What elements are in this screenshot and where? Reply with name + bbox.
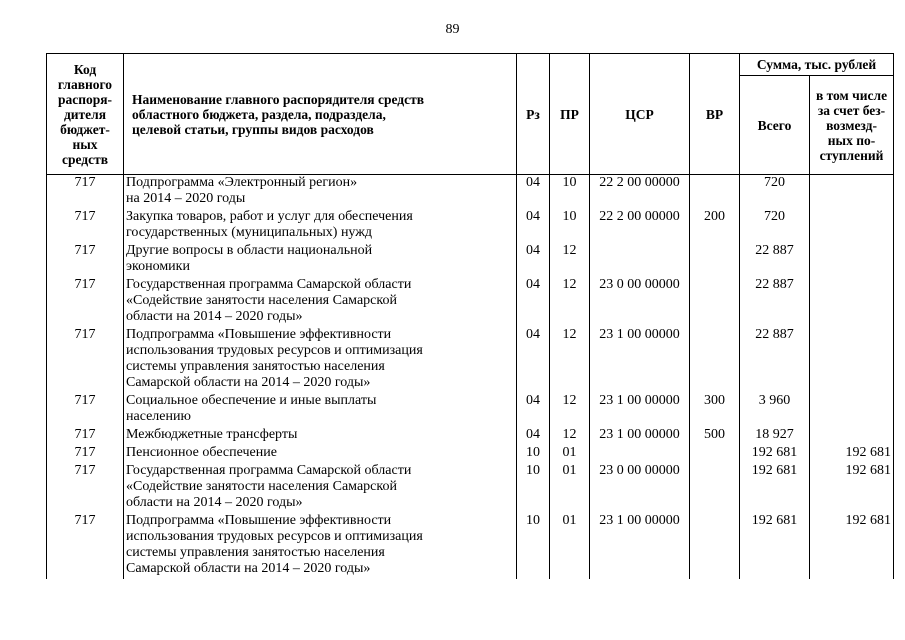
cell-vr: 500 xyxy=(690,427,740,445)
cell-free: 192 681 xyxy=(810,445,894,463)
cell-vr: 300 xyxy=(690,393,740,427)
cell-name xyxy=(124,175,517,210)
cell-name xyxy=(124,277,517,327)
header-name-lines xyxy=(132,92,514,137)
cell-free xyxy=(810,243,894,277)
header-line: возмезд- xyxy=(826,117,877,133)
header-code xyxy=(47,54,124,175)
cell-name xyxy=(124,327,517,393)
cell-code: 717 xyxy=(47,327,124,393)
table-row xyxy=(47,445,894,463)
cell-name-line: Самарской области на 2014 – 2020 годы» xyxy=(126,375,371,390)
table-row xyxy=(47,243,894,277)
cell-vr xyxy=(690,277,740,327)
cell-free xyxy=(810,327,894,393)
cell-name-line: «Содействие занятости населения Самарской xyxy=(126,479,397,494)
cell-name xyxy=(124,463,517,513)
cell-name-line: Закупка товаров, работ и услуг для обеспечения xyxy=(126,209,413,224)
budget-table xyxy=(46,53,894,579)
table-row xyxy=(47,427,894,445)
table-row xyxy=(47,209,894,243)
cell-rz: 04 xyxy=(517,243,550,277)
cell-csr: 22 2 00 00000 xyxy=(590,209,690,243)
header-line: дителя xyxy=(63,106,107,122)
cell-csr: 23 1 00 00000 xyxy=(590,513,690,579)
header-line: главного xyxy=(57,76,113,92)
cell-pr: 01 xyxy=(550,513,590,579)
cell-pr: 12 xyxy=(550,327,590,393)
cell-name xyxy=(124,243,517,277)
cell-name xyxy=(124,513,517,579)
cell-pr: 12 xyxy=(550,277,590,327)
cell-code: 717 xyxy=(47,513,124,579)
cell-rz: 04 xyxy=(517,427,550,445)
cell-code: 717 xyxy=(47,175,124,210)
cell-free xyxy=(810,277,894,327)
cell-csr: 23 0 00 00000 xyxy=(590,277,690,327)
cell-name-line: Государственная программа Самарской области xyxy=(126,463,412,478)
cell-csr: 23 1 00 00000 xyxy=(590,327,690,393)
header-line: ступлений xyxy=(819,147,884,163)
cell-code: 717 xyxy=(47,445,124,463)
header-line: в том числе xyxy=(815,87,888,103)
header-line: средств xyxy=(61,151,109,167)
cell-rz: 10 xyxy=(517,445,550,463)
table-row xyxy=(47,277,894,327)
cell-total: 3 960 xyxy=(740,393,810,427)
cell-name-line: Пенсионное обеспечение xyxy=(126,445,277,460)
cell-name-line: системы управления занятостью населения xyxy=(126,545,385,560)
cell-free xyxy=(810,175,894,210)
cell-rz: 10 xyxy=(517,513,550,579)
cell-pr: 01 xyxy=(550,463,590,513)
cell-name-line: Подпрограмма «Повышение эффективности xyxy=(126,513,392,528)
cell-code: 717 xyxy=(47,209,124,243)
cell-free xyxy=(810,209,894,243)
cell-free xyxy=(810,427,894,445)
header-csr: ЦСР xyxy=(590,54,690,175)
header-rz: Рз xyxy=(517,54,550,175)
cell-name-line: области на 2014 – 2020 годы» xyxy=(126,309,303,324)
cell-code: 717 xyxy=(47,463,124,513)
cell-name-line: Межбюджетные трансферты xyxy=(126,427,298,442)
table-row xyxy=(47,175,894,210)
cell-total: 192 681 xyxy=(740,513,810,579)
cell-csr: 23 1 00 00000 xyxy=(590,393,690,427)
header-line: распоря- xyxy=(57,91,113,107)
cell-total: 22 887 xyxy=(740,243,810,277)
cell-csr: 23 1 00 00000 xyxy=(590,427,690,445)
header-free xyxy=(810,76,894,175)
header-pr: ПР xyxy=(550,54,590,175)
cell-name xyxy=(124,445,517,463)
cell-vr: 200 xyxy=(690,209,740,243)
cell-vr xyxy=(690,243,740,277)
cell-name-line: области на 2014 – 2020 годы» xyxy=(126,495,303,510)
cell-csr: 22 2 00 00000 xyxy=(590,175,690,210)
cell-total: 720 xyxy=(740,209,810,243)
cell-name xyxy=(124,393,517,427)
cell-vr xyxy=(690,327,740,393)
cell-vr xyxy=(690,513,740,579)
header-line: Код xyxy=(73,61,97,77)
cell-vr xyxy=(690,175,740,210)
cell-total: 720 xyxy=(740,175,810,210)
header-line: за счет без- xyxy=(817,102,886,118)
cell-pr: 10 xyxy=(550,175,590,210)
cell-pr: 12 xyxy=(550,243,590,277)
cell-rz: 10 xyxy=(517,463,550,513)
cell-pr: 01 xyxy=(550,445,590,463)
cell-name-line: использования трудовых ресурсов и оптимизация xyxy=(126,343,423,358)
header-free-lines xyxy=(812,88,891,163)
cell-total: 192 681 xyxy=(740,445,810,463)
page-number: 89 xyxy=(445,22,460,37)
header-vr: ВР xyxy=(690,54,740,175)
cell-rz: 04 xyxy=(517,277,550,327)
cell-name-line: системы управления занятостью населения xyxy=(126,359,385,374)
table-row xyxy=(47,463,894,513)
cell-name-line: Самарской области на 2014 – 2020 годы» xyxy=(126,561,371,576)
header-line: областного бюджета, раздела, подраздела, xyxy=(132,106,386,122)
cell-name-line: Другие вопросы в области национальной xyxy=(126,243,373,258)
cell-csr: 23 0 00 00000 xyxy=(590,463,690,513)
cell-code: 717 xyxy=(47,427,124,445)
header-line: целевой статьи, группы видов расходов xyxy=(132,121,374,137)
cell-rz: 04 xyxy=(517,175,550,210)
cell-csr xyxy=(590,445,690,463)
table-row xyxy=(47,327,894,393)
cell-vr xyxy=(690,445,740,463)
header-line: ных xyxy=(72,136,98,152)
cell-rz: 04 xyxy=(517,209,550,243)
cell-code: 717 xyxy=(47,393,124,427)
cell-name-line: использования трудовых ресурсов и оптимизация xyxy=(126,529,423,544)
cell-total: 192 681 xyxy=(740,463,810,513)
cell-name-line: экономики xyxy=(126,259,190,274)
cell-name xyxy=(124,209,517,243)
cell-csr xyxy=(590,243,690,277)
table-row xyxy=(47,393,894,427)
cell-rz: 04 xyxy=(517,393,550,427)
table-row xyxy=(47,513,894,579)
cell-pr: 10 xyxy=(550,209,590,243)
cell-name-line: Подпрограмма «Электронный регион» xyxy=(126,175,358,190)
cell-total: 18 927 xyxy=(740,427,810,445)
cell-vr xyxy=(690,463,740,513)
cell-rz: 04 xyxy=(517,327,550,393)
cell-name-line: Государственная программа Самарской области xyxy=(126,277,412,292)
cell-code: 717 xyxy=(47,277,124,327)
table-body xyxy=(47,175,894,580)
header-total: Всего xyxy=(740,76,810,175)
cell-free: 192 681 xyxy=(810,513,894,579)
cell-name-line: на 2014 – 2020 годы xyxy=(126,191,246,206)
cell-name xyxy=(124,427,517,445)
cell-name-line: Социальное обеспечение и иные выплаты xyxy=(126,393,377,408)
header-code-lines xyxy=(49,62,121,167)
cell-name-line: Подпрограмма «Повышение эффективности xyxy=(126,327,392,342)
header-line: Наименование главного распорядителя средств xyxy=(132,91,425,107)
cell-total: 22 887 xyxy=(740,277,810,327)
cell-pr: 12 xyxy=(550,393,590,427)
header-line: бюджет- xyxy=(60,121,110,137)
cell-name-line: населению xyxy=(126,409,191,424)
cell-free: 192 681 xyxy=(810,463,894,513)
cell-total: 22 887 xyxy=(740,327,810,393)
table-header xyxy=(47,54,894,175)
cell-code: 717 xyxy=(47,243,124,277)
cell-name-line: государственных (муниципальных) нужд xyxy=(126,225,373,240)
header-name xyxy=(124,54,517,175)
header-line: ных по- xyxy=(827,132,876,148)
cell-name-line: «Содействие занятости населения Самарской xyxy=(126,293,397,308)
cell-free xyxy=(810,393,894,427)
header-sum: Сумма, тыс. рублей xyxy=(740,54,894,76)
cell-pr: 12 xyxy=(550,427,590,445)
